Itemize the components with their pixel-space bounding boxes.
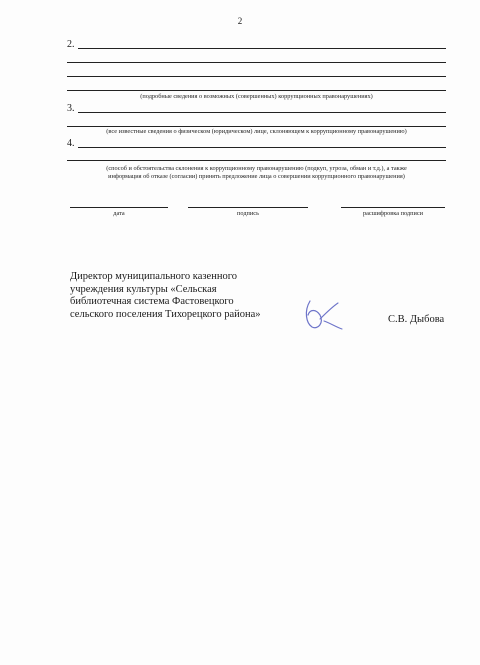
director-title-line: Директор муниципального казенного xyxy=(70,271,237,282)
decoding-label: расшифровка подписи xyxy=(362,210,424,217)
item-caption: информация об отказе (согласии) принять предложение лица о совершении коррупционного правонарушения) xyxy=(108,173,405,180)
page-number: 2 xyxy=(237,16,243,26)
handwritten-signature xyxy=(300,297,344,333)
director-title-line: сельского поселения Тихорецкого района» xyxy=(70,308,261,320)
item-number: 3. xyxy=(67,103,75,114)
item-number: 4. xyxy=(67,138,75,149)
fill-line xyxy=(67,160,446,161)
signature-label: подпись xyxy=(237,210,259,217)
item-caption: (способ и обстоятельства склонения к коррупционному правонарушению (подкуп, угроза, обман и т.д.), а также xyxy=(106,165,407,172)
fill-line xyxy=(67,62,446,63)
item-number: 2. xyxy=(67,39,75,50)
item-caption: (все известные сведения о физическом (юридическом) лице, склоняющем к коррупционному правонарушению) xyxy=(106,128,407,135)
fill-line xyxy=(78,147,446,148)
decoding-line xyxy=(341,207,445,208)
fill-line xyxy=(78,48,446,49)
fill-line xyxy=(78,112,446,113)
item-caption: (подробные сведения о возможных (совершенных) коррупционных правонарушениях) xyxy=(140,93,373,100)
director-title xyxy=(70,271,290,321)
fill-line xyxy=(67,90,446,91)
date-line xyxy=(70,207,168,208)
date-label: дата xyxy=(113,210,125,217)
director-title-line: библиотечная система Фастовецкого xyxy=(70,296,234,307)
signer-name: С.В. Дыбова xyxy=(388,314,445,325)
fill-line xyxy=(67,76,446,77)
signature-line xyxy=(188,207,308,208)
fill-line xyxy=(67,126,446,127)
director-title-line: учреждения культуры «Сельская xyxy=(70,283,217,295)
